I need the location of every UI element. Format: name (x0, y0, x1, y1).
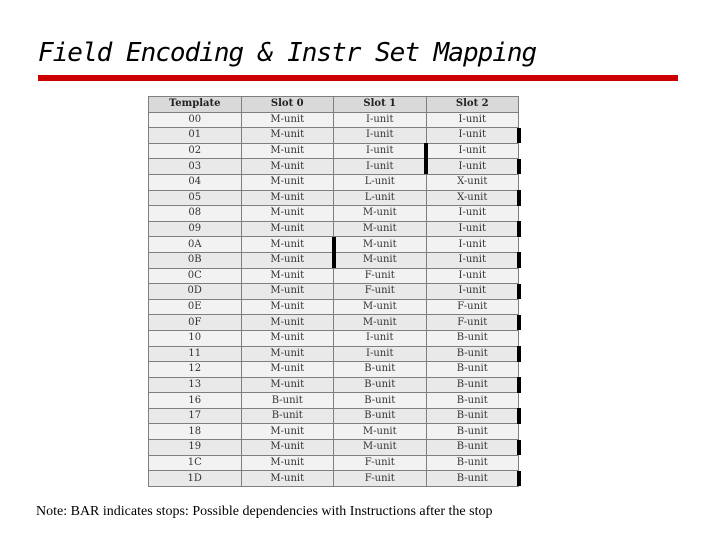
slot-2-cell: I-unit (426, 252, 519, 268)
slot-2-cell: I-unit (426, 206, 519, 222)
table-row (149, 143, 519, 159)
footnote: Note: BAR indicates stops: Possible dependencies with Instructions after the stop (36, 504, 493, 519)
template-code-cell: 04 (149, 174, 242, 190)
template-table-wrapper (148, 96, 520, 492)
template-code-cell: 10 (149, 330, 242, 346)
slot-2-cell: B-unit (426, 362, 519, 378)
stop-bar (517, 315, 521, 331)
slot-0-cell: M-unit (241, 455, 334, 471)
slot-1-cell: M-unit (334, 440, 427, 456)
slot-2-cell: B-unit (426, 455, 519, 471)
header-slot-0: Slot 0 (241, 97, 334, 113)
slot-1-cell: F-unit (334, 284, 427, 300)
header-slot-1: Slot 1 (334, 97, 427, 113)
template-code-cell: 0D (149, 284, 242, 300)
table-row (149, 424, 519, 440)
slot-0-cell: M-unit (241, 237, 334, 253)
table-row (149, 112, 519, 128)
slot-2-cell: B-unit (426, 393, 519, 409)
stop-bar (517, 159, 521, 175)
slot-1-cell: M-unit (334, 315, 427, 331)
template-code-cell: 08 (149, 206, 242, 222)
slot-2-cell: I-unit (426, 221, 519, 237)
slot-1-cell: I-unit (334, 128, 427, 144)
stop-bar (517, 252, 521, 268)
header-slot-2: Slot 2 (426, 97, 519, 113)
slot-1-cell: B-unit (334, 362, 427, 378)
template-code-cell: 0A (149, 237, 242, 253)
template-code-cell: 12 (149, 362, 242, 378)
stop-bar (517, 346, 521, 362)
slot-1-cell: I-unit (334, 330, 427, 346)
template-code-cell: 19 (149, 440, 242, 456)
slot-0-cell: M-unit (241, 252, 334, 268)
slot-2-cell: B-unit (426, 471, 519, 487)
slot-2-cell: I-unit (426, 284, 519, 300)
table-row (149, 471, 519, 487)
slot-0-cell: M-unit (241, 174, 334, 190)
table-row (149, 408, 519, 424)
slot-0-cell: M-unit (241, 284, 334, 300)
table-row (149, 174, 519, 190)
table-row (149, 440, 519, 456)
template-code-cell: 11 (149, 346, 242, 362)
table-row (149, 190, 519, 206)
slot-0-cell: M-unit (241, 299, 334, 315)
template-code-cell: 18 (149, 424, 242, 440)
template-code-cell: 16 (149, 393, 242, 409)
template-code-cell: 0C (149, 268, 242, 284)
slot-2-cell: B-unit (426, 408, 519, 424)
slot-1-cell: M-unit (334, 237, 427, 253)
table-body (149, 112, 519, 486)
stop-bar (517, 128, 521, 144)
stop-bar (517, 190, 521, 206)
stop-bar (517, 284, 521, 300)
slot-0-cell: M-unit (241, 471, 334, 487)
slot-2-cell: B-unit (426, 424, 519, 440)
table-row (149, 206, 519, 222)
template-code-cell: 13 (149, 377, 242, 393)
template-code-cell: 17 (149, 408, 242, 424)
table-row (149, 299, 519, 315)
slot-2-cell: B-unit (426, 440, 519, 456)
table-row (149, 284, 519, 300)
stop-bar (517, 221, 521, 237)
stop-bar (332, 237, 336, 253)
slot-1-cell: F-unit (334, 471, 427, 487)
slot-2-cell: B-unit (426, 377, 519, 393)
slot-1-cell: I-unit (334, 346, 427, 362)
title-underline (38, 75, 678, 81)
template-code-cell: 02 (149, 143, 242, 159)
template-code-cell: 0F (149, 315, 242, 331)
slot-1-cell: I-unit (334, 112, 427, 128)
slot-1-cell: F-unit (334, 268, 427, 284)
header-template: Template (149, 97, 242, 113)
table-row (149, 159, 519, 175)
table-row (149, 221, 519, 237)
slot-2-cell: I-unit (426, 159, 519, 175)
table-header-row (149, 97, 519, 113)
slot-1-cell: M-unit (334, 206, 427, 222)
template-code-cell: 01 (149, 128, 242, 144)
slot-1-cell: M-unit (334, 252, 427, 268)
slot-0-cell: M-unit (241, 128, 334, 144)
table-row (149, 268, 519, 284)
slot-1-cell: F-unit (334, 455, 427, 471)
table-row (149, 315, 519, 331)
slot-2-cell: I-unit (426, 237, 519, 253)
slot-1-cell: I-unit (334, 159, 427, 175)
slot-0-cell: M-unit (241, 440, 334, 456)
slot-2-cell: I-unit (426, 112, 519, 128)
template-code-cell: 00 (149, 112, 242, 128)
stop-bar (517, 408, 521, 424)
slot-0-cell: M-unit (241, 346, 334, 362)
stop-bar (424, 143, 428, 159)
slide-title: Field Encoding & Instr Set Mapping (38, 38, 537, 68)
slot-1-cell: L-unit (334, 190, 427, 206)
slot-2-cell: X-unit (426, 174, 519, 190)
slot-0-cell: M-unit (241, 206, 334, 222)
slot-1-cell: M-unit (334, 221, 427, 237)
slot-0-cell: M-unit (241, 159, 334, 175)
table-row (149, 330, 519, 346)
slot-1-cell: L-unit (334, 174, 427, 190)
template-code-cell: 1D (149, 471, 242, 487)
slot-1-cell: I-unit (334, 143, 427, 159)
slot-2-cell: I-unit (426, 128, 519, 144)
stop-bar (332, 252, 336, 268)
template-code-cell: 0E (149, 299, 242, 315)
slot-0-cell: M-unit (241, 315, 334, 331)
table-row (149, 393, 519, 409)
stop-bar (517, 440, 521, 456)
slot-0-cell: B-unit (241, 393, 334, 409)
slot-2-cell: B-unit (426, 346, 519, 362)
slot-0-cell: M-unit (241, 143, 334, 159)
template-code-cell: 03 (149, 159, 242, 175)
slot-0-cell: M-unit (241, 221, 334, 237)
slot-0-cell: M-unit (241, 362, 334, 378)
slot-2-cell: I-unit (426, 143, 519, 159)
template-code-cell: 1C (149, 455, 242, 471)
slot-1-cell: M-unit (334, 424, 427, 440)
slot-2-cell: B-unit (426, 330, 519, 346)
template-code-cell: 09 (149, 221, 242, 237)
slot-0-cell: M-unit (241, 424, 334, 440)
slot-1-cell: M-unit (334, 299, 427, 315)
slot-2-cell: I-unit (426, 268, 519, 284)
slot-2-cell: F-unit (426, 315, 519, 331)
slot-2-cell: X-unit (426, 190, 519, 206)
template-slot-table (148, 96, 519, 487)
slot-0-cell: B-unit (241, 408, 334, 424)
table-row (149, 455, 519, 471)
slot-2-cell: F-unit (426, 299, 519, 315)
slot-1-cell: B-unit (334, 393, 427, 409)
template-code-cell: 0B (149, 252, 242, 268)
slot-0-cell: M-unit (241, 112, 334, 128)
table-row (149, 346, 519, 362)
stop-bar (517, 471, 521, 487)
table-row (149, 362, 519, 378)
slot-1-cell: B-unit (334, 408, 427, 424)
slot-0-cell: M-unit (241, 377, 334, 393)
template-code-cell: 05 (149, 190, 242, 206)
table-row (149, 128, 519, 144)
slot-0-cell: M-unit (241, 190, 334, 206)
stop-bar (517, 377, 521, 393)
slot-1-cell: B-unit (334, 377, 427, 393)
stop-bar (424, 159, 428, 175)
slot-0-cell: M-unit (241, 330, 334, 346)
slot-0-cell: M-unit (241, 268, 334, 284)
table-row (149, 377, 519, 393)
